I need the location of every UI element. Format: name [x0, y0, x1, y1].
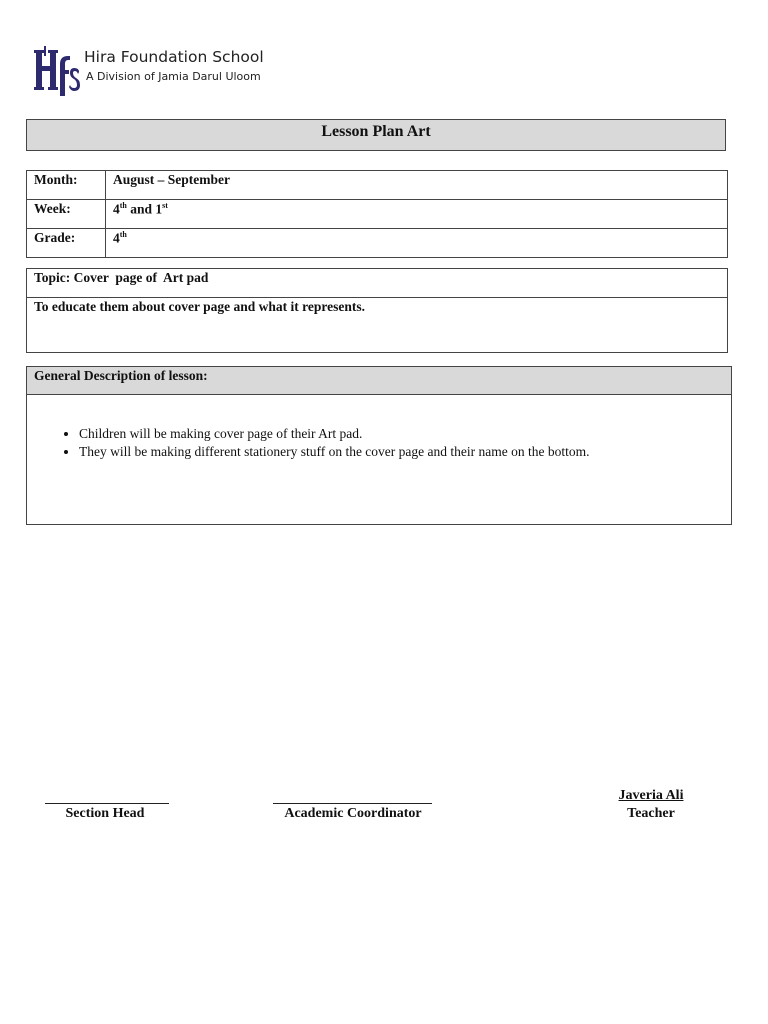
topic-table: [26, 268, 728, 353]
description-heading: General Description of lesson:: [27, 367, 732, 395]
week-b-sup: st: [162, 201, 168, 210]
table-row: [27, 200, 728, 229]
teacher-name: Javeria Ali: [618, 788, 684, 803]
topic-heading: Topic: Cover page of Art pad: [27, 269, 728, 298]
week-a: 4: [113, 201, 120, 217]
week-label: Week:: [27, 200, 106, 229]
section-head-label: Section Head: [65, 806, 145, 821]
week-a-sup: th: [119, 201, 127, 210]
table-row: [27, 229, 728, 258]
academic-coordinator-signature-line: [273, 803, 432, 804]
grade-label: Grade:: [27, 229, 106, 258]
grade-sup: th: [119, 230, 127, 239]
week-mid: and 1: [126, 201, 163, 217]
school-name: Hira Foundation School: [84, 48, 264, 66]
academic-coordinator-label: Academic Coordinator: [284, 806, 422, 821]
description-list: [34, 425, 724, 461]
description-body: [27, 395, 732, 525]
week-value: [106, 200, 728, 229]
month-label: Month:: [27, 171, 106, 200]
school-subtitle: A Division of Jamia Darul Uloom: [86, 70, 261, 83]
table-row: [27, 171, 728, 200]
month-value: August – September: [106, 171, 728, 200]
page-title: Lesson Plan Art: [26, 119, 726, 151]
lesson-info-table: [26, 170, 728, 258]
grade-value: [106, 229, 728, 258]
teacher-label: Teacher: [627, 806, 675, 821]
topic-objective: To educate them about cover page and what it represents.: [27, 298, 728, 353]
section-head-signature-line: [45, 803, 169, 804]
list-item: • Children will be making cover page of their Art pad.: [79, 425, 724, 443]
description-table: [26, 366, 732, 525]
grade-num: 4: [113, 230, 120, 246]
list-item: • They will be making different stationery stuff on the cover page and their name on the bottom.: [79, 443, 724, 461]
school-logo-icon: [34, 46, 80, 98]
